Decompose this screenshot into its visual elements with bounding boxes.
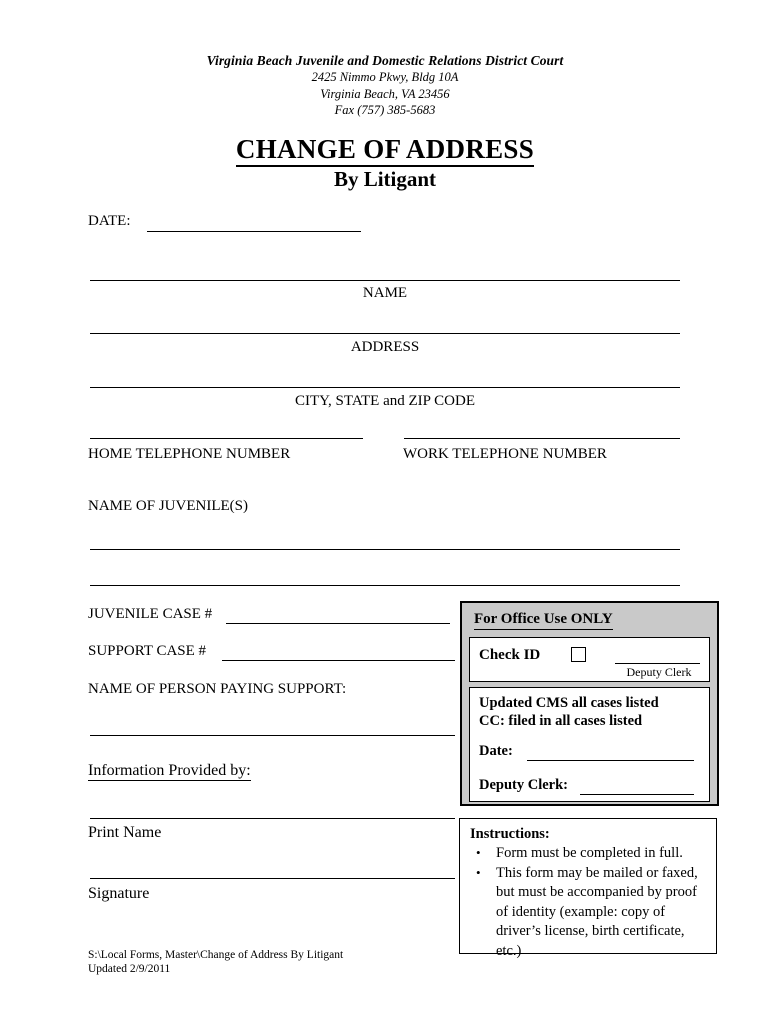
signature-label: Signature	[88, 885, 150, 902]
juvenile-case-number-input-line[interactable]	[226, 623, 450, 624]
page-title-text: CHANGE OF ADDRESS	[236, 134, 534, 167]
cc-filed-line: CC: filed in all cases listed	[479, 713, 643, 729]
cms-panel	[469, 687, 710, 802]
court-fax-line: Fax (757) 385-5683	[334, 103, 436, 117]
footer-path: S:\Local Forms, Master\Change of Address By Litigant	[88, 949, 344, 961]
information-provided-by-text: Information Provided by:	[88, 762, 251, 779]
footer-updated: Updated 2/9/2011	[88, 963, 171, 975]
work-telephone-input-line[interactable]	[404, 438, 680, 439]
instructions-title: Instructions:	[470, 826, 550, 842]
instructions-box	[459, 818, 717, 959]
footer	[88, 948, 343, 976]
cms-updated-line: Updated CMS all cases listed	[479, 695, 659, 711]
name-caption: NAME	[362, 285, 408, 301]
page-subtitle: By Litigant	[333, 167, 437, 191]
support-case-number-input-line[interactable]	[222, 660, 455, 661]
list-item: • This form may be mailed or faxed, but must be accompanied by proof of identity (example: copy of driver’s license, birth certificate, etc.)	[470, 864, 708, 962]
deputy-clerk-signature-line[interactable]	[615, 663, 700, 664]
juvenile-name-input-line-2[interactable]	[90, 585, 680, 586]
office-deputy-clerk-label: Deputy Clerk:	[479, 777, 569, 793]
court-header	[0, 52, 770, 119]
name-input-line[interactable]	[90, 280, 680, 281]
person-paying-support-input-line[interactable]	[90, 735, 455, 736]
date-label: DATE:	[88, 213, 131, 229]
office-deputy-clerk-input-line[interactable]	[580, 794, 694, 795]
juvenile-names-label: NAME OF JUVENILE(S)	[88, 498, 248, 514]
support-case-number-label: SUPPORT CASE #	[88, 643, 207, 659]
address-caption: ADDRESS	[350, 339, 420, 355]
person-paying-support-label: NAME OF PERSON PAYING SUPPORT:	[88, 681, 347, 697]
date-input-line[interactable]	[147, 231, 361, 232]
office-use-box	[460, 601, 719, 806]
city-state-zip-caption: CITY, STATE and ZIP CODE	[294, 393, 476, 409]
home-telephone-label: HOME TELEPHONE NUMBER	[88, 446, 291, 462]
home-telephone-input-line[interactable]	[90, 438, 363, 439]
city-state-zip-input-line[interactable]	[90, 387, 680, 388]
instructions-list	[470, 844, 708, 961]
signature-input-line[interactable]	[90, 878, 455, 879]
juvenile-name-input-line-1[interactable]	[90, 549, 680, 550]
check-id-checkbox[interactable]	[571, 647, 586, 662]
page-title	[0, 134, 770, 165]
check-id-panel	[469, 637, 710, 682]
address-input-line[interactable]	[90, 333, 680, 334]
office-use-title: For Office Use ONLY	[474, 611, 613, 630]
print-name-label: Print Name	[88, 824, 162, 841]
court-city-line: Virginia Beach, VA 23456	[320, 86, 450, 101]
juvenile-case-number-label: JUVENILE CASE #	[88, 606, 213, 622]
work-telephone-label: WORK TELEPHONE NUMBER	[403, 446, 607, 462]
information-provided-by-label	[88, 762, 251, 780]
deputy-clerk-caption: Deputy Clerk	[626, 665, 692, 679]
print-name-input-line[interactable]	[90, 818, 455, 819]
court-name: Virginia Beach Juvenile and Domestic Relations District Court	[206, 53, 564, 68]
list-item: • Form must be completed in full.	[470, 844, 708, 864]
check-id-label: Check ID	[479, 647, 541, 663]
office-date-input-line[interactable]	[527, 760, 694, 761]
office-date-label: Date:	[479, 743, 513, 759]
court-address-line: 2425 Nimmo Pkwy, Bldg 10A	[311, 70, 459, 84]
